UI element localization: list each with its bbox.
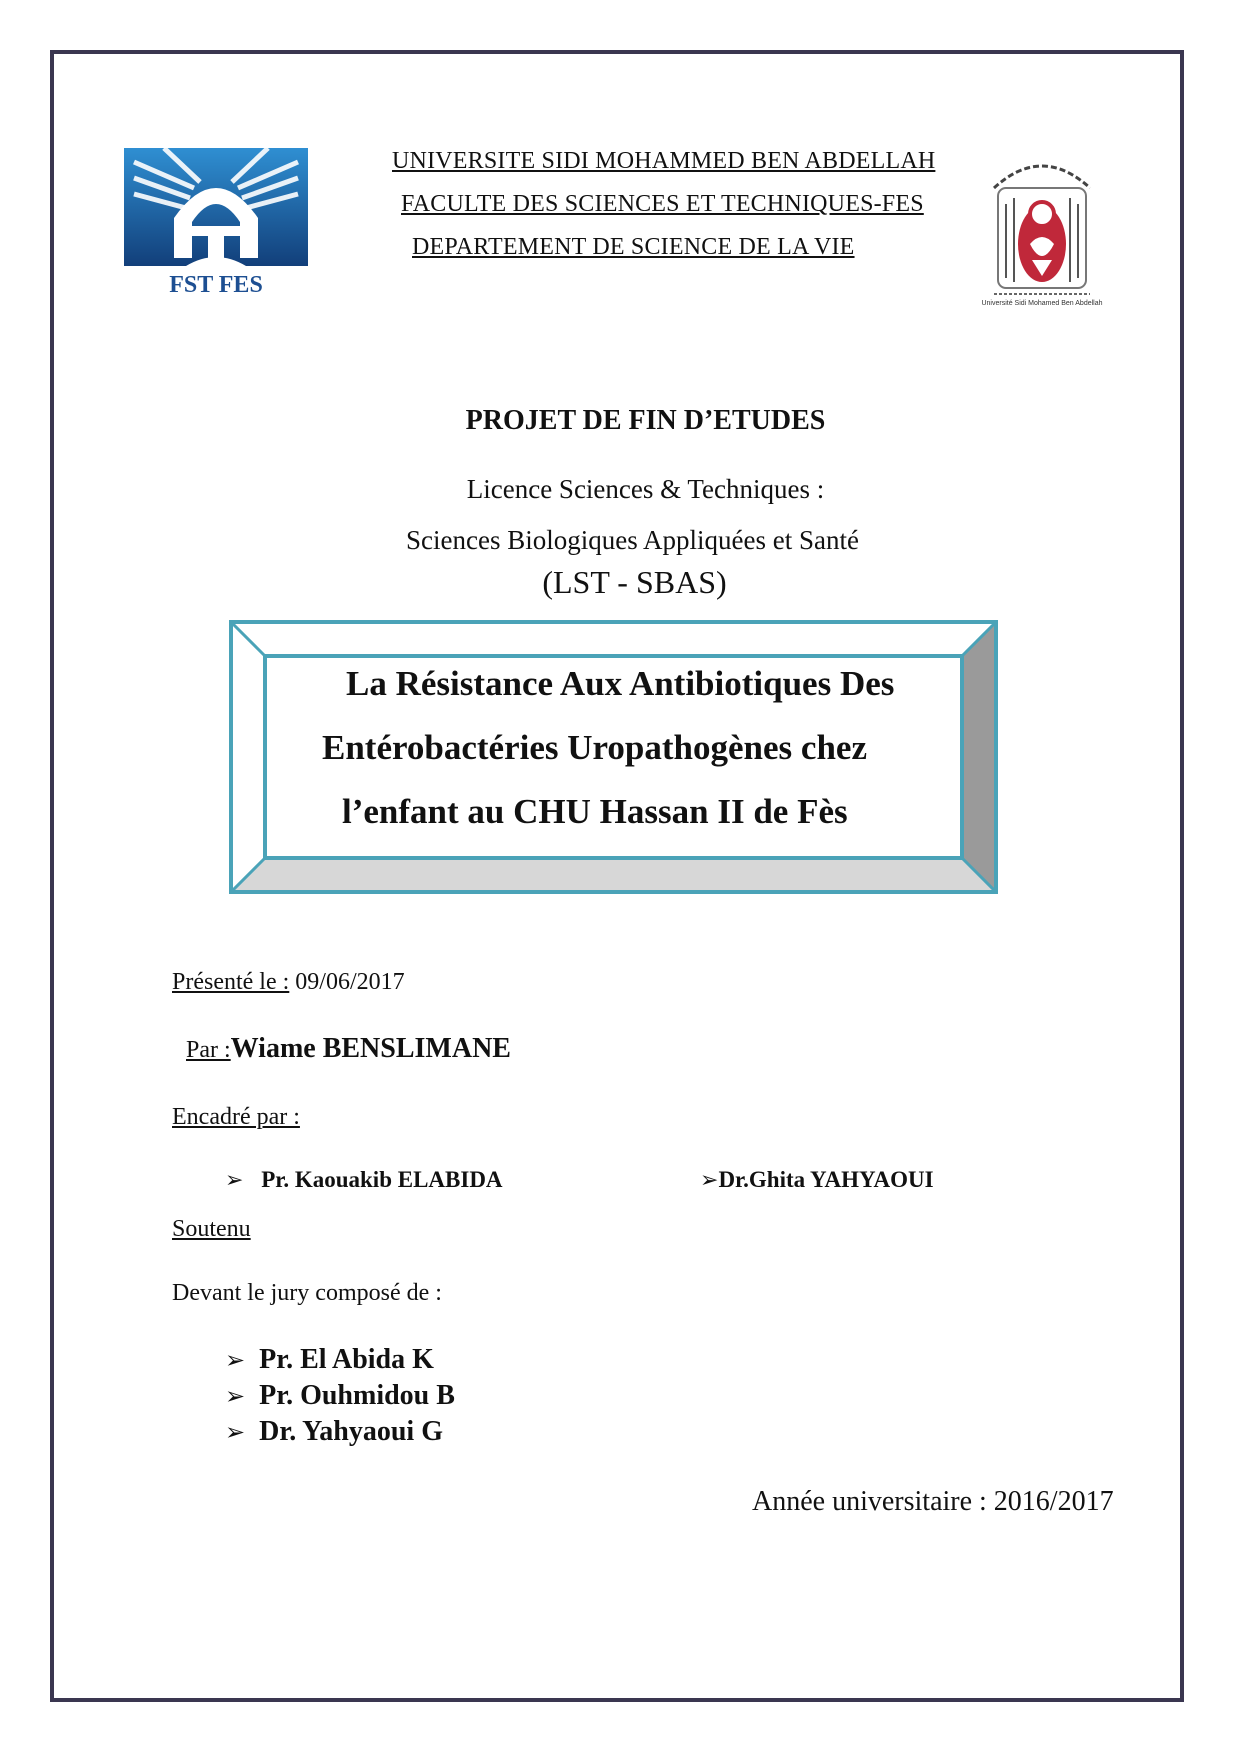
author-row (186, 1033, 511, 1065)
fst-fes-logo (124, 148, 308, 298)
fst-fes-logo-text: FST FES (169, 272, 263, 298)
jury-member (225, 1416, 443, 1448)
jury-member (225, 1344, 434, 1376)
jury-member-name: Pr. Ouhmidou B (259, 1380, 455, 1411)
academic-year: Année universitaire : 2016/2017 (752, 1486, 1114, 1517)
degree-line-1: Licence Sciences & Techniques : (466, 474, 825, 504)
usmba-logo-caption: Université Sidi Mohamed Ben Abdellah (981, 300, 1103, 307)
supervisor-1 (225, 1167, 503, 1193)
supervisor-2-name: Dr.Ghita YAHYAOUI (718, 1167, 934, 1192)
project-heading: PROJET DE FIN D’ETUDES (465, 405, 826, 436)
header-department: DEPARTEMENT DE SCIENCE DE LA VIE (412, 234, 855, 260)
header-faculty: FACULTE DES SCIENCES ET TECHNIQUES-FES (401, 191, 924, 217)
title-line-1: La Résistance Aux Antibiotiques Des (346, 664, 895, 703)
jury-member-name: Dr. Yahyaoui G (259, 1416, 443, 1447)
supervisor-2 (700, 1167, 934, 1193)
degree-abbrev: (LST - SBAS) (542, 564, 727, 600)
title-line-3: l’enfant au CHU Hassan II de Fès (342, 792, 848, 831)
defended-label: Soutenu (172, 1216, 251, 1242)
supervisor-1-name: Pr. Kaouakib ELABIDA (261, 1167, 503, 1192)
arrow-bullet-icon: ➢ (225, 1418, 246, 1446)
arrow-bullet-icon: ➢ (225, 1346, 246, 1374)
usmba-logo (980, 148, 1104, 308)
supervised-label: Encadré par : (172, 1104, 300, 1130)
presented-label: Présenté le : (172, 969, 290, 995)
header-university: UNIVERSITE SIDI MOHAMMED BEN ABDELLAH (392, 148, 936, 174)
presented-row (172, 969, 405, 996)
title-line-2: Entérobactéries Uropathogènes chez (322, 728, 867, 767)
arrow-bullet-icon: ➢ (225, 1168, 244, 1193)
author-name: Wiame BENSLIMANE (230, 1033, 511, 1064)
arrow-bullet-icon: ➢ (225, 1382, 246, 1410)
presented-date: 09/06/2017 (289, 969, 405, 995)
author-label: Par : (186, 1037, 231, 1063)
degree-line-2: Sciences Biologiques Appliquées et Santé (406, 525, 859, 555)
title-box (229, 620, 998, 894)
arrow-bullet-icon: ➢ (700, 1168, 719, 1193)
jury-member (225, 1380, 455, 1412)
jury-member-name: Pr. El Abida K (259, 1344, 434, 1375)
jury-label: Devant le jury composé de : (172, 1280, 442, 1306)
